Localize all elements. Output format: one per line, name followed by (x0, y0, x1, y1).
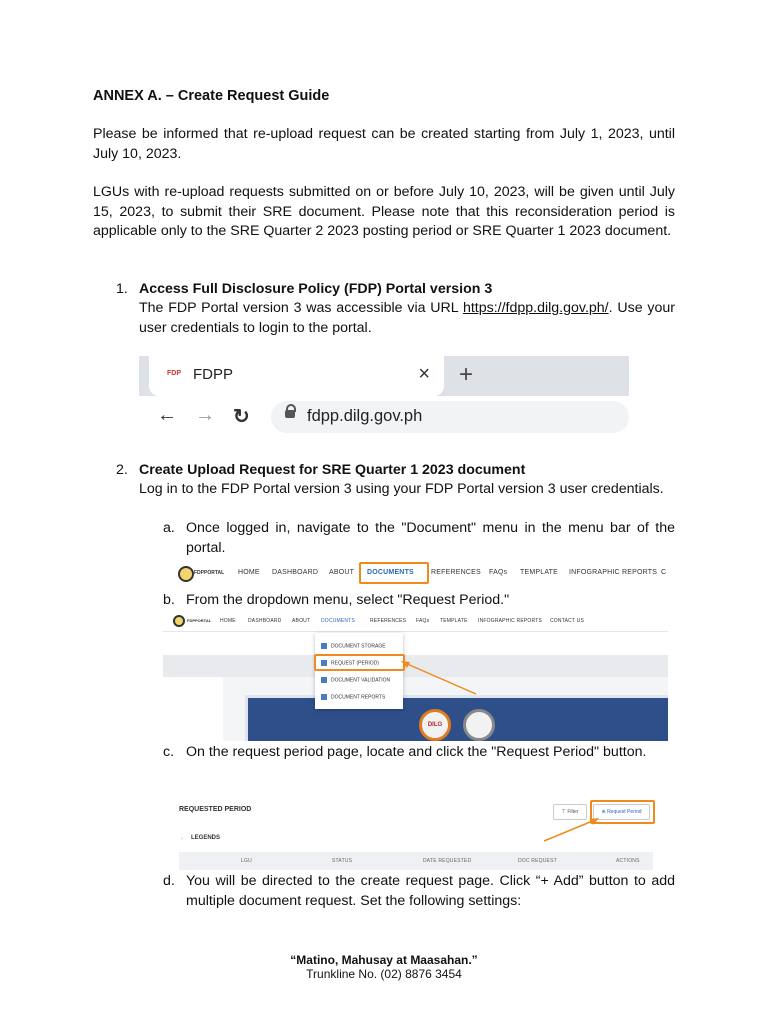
column-lgu: LGU (241, 858, 252, 864)
document-icon (321, 694, 327, 700)
chevron-right-icon[interactable]: › (181, 836, 183, 842)
menu-contact-us[interactable]: CONTACT US (550, 618, 585, 624)
step-2c-text: On the request period page, locate and click the "Request Period" button. (186, 744, 647, 760)
menu-infographic-reports[interactable]: INFOGRAPHIC REPORTS (478, 618, 542, 624)
menu-bar-screenshot-a (163, 562, 668, 584)
table-header (179, 852, 653, 870)
step-2c-marker: c. (163, 744, 175, 760)
step-2a-marker: a. (163, 520, 175, 536)
step-2b-text: From the dropdown menu, select "Request Period." (186, 592, 510, 608)
column-actions: ACTIONS (616, 858, 640, 864)
menu-about[interactable]: ABOUT (292, 618, 311, 624)
requested-period-title: REQUESTED PERIOD (179, 806, 252, 813)
orange-arrow-icon (401, 659, 481, 699)
menu-faqs[interactable]: FAQs (416, 618, 430, 624)
portal-logo-text: FDPPORTAL (194, 570, 225, 576)
reload-icon[interactable]: ↻ (233, 406, 250, 428)
dropdown-document-validation[interactable]: DOCUMENT VALIDATION (321, 677, 390, 683)
filter-icon: ⊤ (561, 809, 568, 815)
menu-dashboard[interactable]: DASHBOARD (248, 618, 282, 624)
menu-dashboard[interactable]: DASHBOARD (272, 569, 319, 576)
step-2-heading: Create Upload Request for SRE Quarter 1 2023 document (139, 462, 526, 478)
step-2d-marker: d. (163, 873, 175, 889)
documents-highlight-box (359, 562, 429, 584)
menu-references[interactable]: REFERENCES (370, 618, 407, 624)
menu-bar-b (163, 611, 668, 632)
menu-documents[interactable]: DOCUMENTS (367, 569, 414, 576)
menu-infographic-reports[interactable]: INFOGRAPHIC REPORTS (569, 569, 658, 576)
intro-paragraph-1: Please be informed that re-upload request can be created starting from July 1, 2023, until July 10, 2023. (93, 126, 675, 162)
request-period-button[interactable]: ⊕ Request Period (593, 804, 650, 820)
address-bar[interactable] (271, 401, 629, 433)
menu-contact-truncated[interactable]: C (661, 569, 667, 576)
fdp-portal-logo-icon (173, 615, 185, 627)
step-2b-marker: b. (163, 592, 175, 608)
step-2-body: Log in to the FDP Portal version 3 using your FDP Portal version 3 user credentials. (139, 481, 664, 497)
footer-trunkline: Trunkline No. (02) 8876 3454 (306, 967, 462, 981)
lock-icon (285, 410, 295, 418)
address-text: fdpp.dilg.gov.ph (307, 407, 423, 425)
menu-documents[interactable]: DOCUMENTS (321, 618, 356, 624)
dropdown-screenshot-b (163, 611, 668, 741)
menu-faqs[interactable]: FAQs (489, 569, 508, 576)
portal-banner (245, 695, 668, 741)
dropdown-request-period[interactable]: REQUEST (PERIOD) (321, 660, 379, 666)
agency-seal-icon (463, 709, 495, 741)
browser-screenshot (139, 356, 629, 440)
fdp-portal-logo-icon (178, 566, 194, 582)
column-status: STATUS (332, 858, 353, 864)
menu-template[interactable]: TEMPLATE (440, 618, 468, 624)
document-icon (321, 643, 327, 649)
menu-home[interactable]: HOME (238, 569, 260, 576)
fdp-logo-icon: FDP (167, 370, 181, 377)
step-2d-text: You will be directed to the create request page. Click “+ Add” button to add multiple document request. Set the following settings: (186, 873, 675, 909)
column-doc-request: DOC REQUEST (518, 858, 557, 864)
legends-label[interactable]: LEGENDS (191, 835, 221, 841)
column-date-requested: DATE REQUESTED (423, 858, 472, 864)
menu-home[interactable]: HOME (220, 618, 236, 624)
menu-references[interactable]: REFERENCES (431, 569, 481, 576)
request-period-highlight-box (314, 654, 405, 671)
plus-icon: ⊕ (601, 809, 608, 815)
back-icon[interactable]: ← (157, 404, 177, 426)
dilg-seal-icon: DILG (419, 709, 451, 741)
dropdown-document-storage[interactable]: DOCUMENT STORAGE (321, 643, 386, 649)
fdpp-url-link[interactable]: https://fdpp.dilg.gov.ph/ (462, 300, 609, 316)
tab-title: FDPP (193, 366, 234, 383)
step-1-number: 1. (116, 281, 128, 297)
documents-dropdown (315, 633, 403, 709)
browser-toolbar (139, 396, 629, 440)
orange-arrow-icon (541, 816, 601, 844)
step-2-number: 2. (116, 462, 128, 478)
step-1-body: The FDP Portal version 3 was accessible via URL https://fdpp.dilg.gov.ph/. Use your user credentials to login to the portal. (139, 300, 675, 336)
close-icon[interactable]: × (418, 363, 430, 385)
footer-motto: “Matino, Mahusay at Maasahan.” (290, 953, 478, 967)
step-1-heading: Access Full Disclosure Policy (FDP) Portal version 3 (139, 281, 493, 297)
menu-template[interactable]: TEMPLATE (520, 569, 559, 576)
request-period-page-screenshot (163, 782, 668, 870)
document-icon (321, 677, 327, 683)
browser-tab[interactable] (149, 356, 444, 396)
menu-about[interactable]: ABOUT (329, 569, 355, 576)
step-2a-text: Once logged in, navigate to the "Document" menu in the menu bar of the portal. (186, 520, 675, 556)
intro-paragraph-2: LGUs with re-upload requests submitted on or before July 10, 2023, will be given until July 15, 2023, to submit their SRE document. Please note that this reconsideration period is applicable only to the SRE Quarter 2 2023 posting period or SRE Quarter 1 2023 document. (93, 184, 675, 239)
new-tab-icon[interactable]: + (459, 361, 474, 388)
filter-button[interactable]: ⊤ Filter (553, 804, 587, 820)
dropdown-document-reports[interactable]: DOCUMENT REPORTS (321, 694, 385, 700)
forward-icon[interactable]: → (195, 404, 215, 426)
document-title: ANNEX A. – Create Request Guide (93, 88, 330, 104)
portal-logo-text: FDPPORTAL (187, 618, 212, 623)
